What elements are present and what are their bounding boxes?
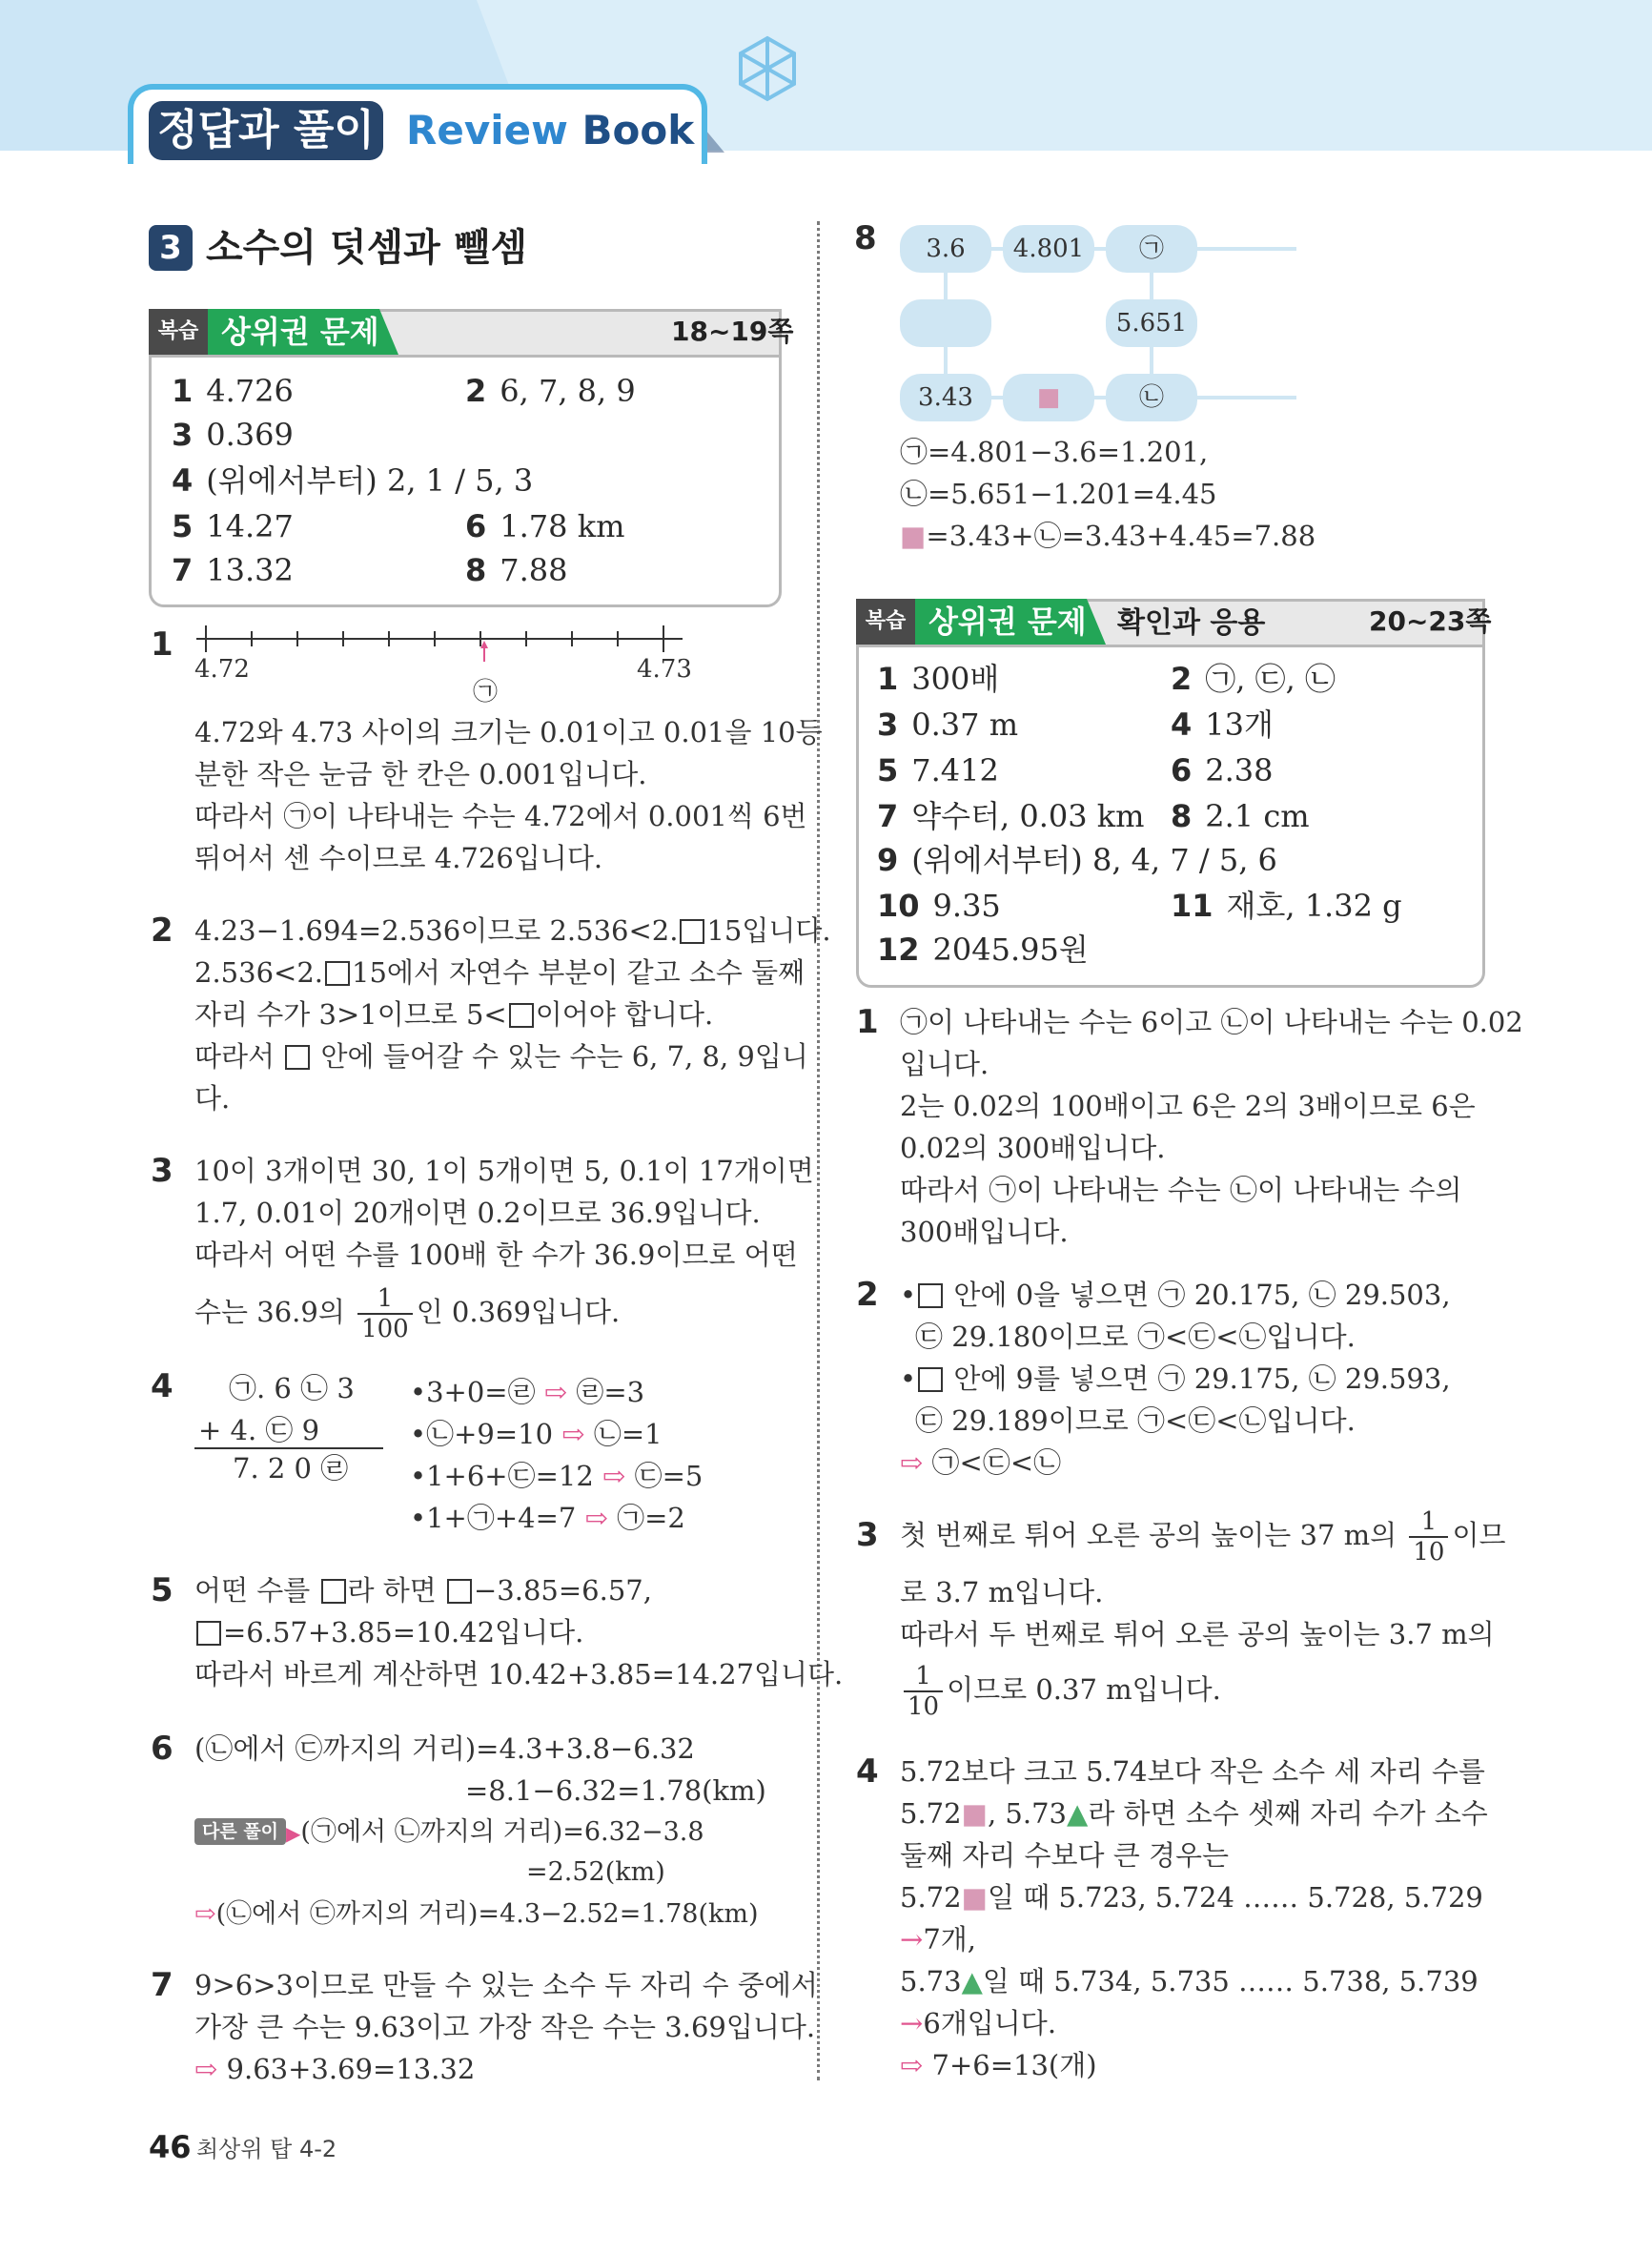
arrow-icon: ⇨ [543, 1376, 568, 1408]
vertical-calc-row: ㉠. 6 ㉡ 3 [229, 1372, 355, 1404]
review-solution-2-line: ⇨ ㉠<㉢<㉡ [900, 1446, 1062, 1479]
diagram-node-b: 4.801 [1003, 225, 1094, 273]
fraction: $\frac{1}{100}$ [357, 1284, 413, 1343]
review-solution-4-number: 4 [856, 1752, 879, 1791]
solution-8-number: 8 [854, 219, 877, 257]
solution-1-line: 뛰어서 센 수이므로 4.726입니다. [194, 842, 603, 874]
solution-3-line: 수는 36.9의 $\frac{1}{100}$ 인 0.369입니다. [194, 1284, 621, 1343]
blank-box-icon [918, 1367, 943, 1392]
solution-5-line: 따라서 바르게 계산하면 10.42+3.85=14.27입니다. [194, 1658, 844, 1690]
blank-box-icon [680, 919, 704, 944]
review-solution-1-line: 2는 0.02의 100배이고 6은 2의 3배이므로 6은 [900, 1090, 1476, 1122]
blank-box-icon [509, 1003, 534, 1028]
box2-review-tag: 복습 [856, 599, 915, 645]
review-solution-1-line: 입니다. [900, 1048, 989, 1080]
review-solution-2-line: ㉢ 29.189이므로 ㉠<㉢<㉡입니다. [915, 1404, 1356, 1437]
box2-answer-10: 10 9.35 [877, 888, 1001, 924]
solution-2-line: 다. [194, 1082, 231, 1115]
diagram-node-f: ■ [1003, 374, 1094, 421]
solution-1-line: 분한 작은 눈금 한 칸은 0.001입니다. [194, 758, 647, 790]
review-solution-4-line: 둘째 자리 수보다 큰 경우는 [900, 1839, 1230, 1872]
review-solution-2-line: ㉢ 29.180이므로 ㉠<㉢<㉡입니다. [915, 1321, 1356, 1353]
box2-title-tag: 상위권 문제 [928, 604, 1087, 640]
solution-6-number: 6 [151, 1730, 173, 1768]
box1-answer-5: 5 14.27 [172, 508, 294, 544]
box1-answer-6: 6 1.78 km [465, 508, 625, 544]
solution-6-line: (㉡에서 ㉢까지의 거리)=4.3+3.8−6.32 [194, 1732, 695, 1765]
solution-6-line: =2.52(km) [526, 1857, 665, 1887]
other-solution-tag: 다른 풀이 [194, 1818, 286, 1845]
solution-2-line: 따라서 안에 들어갈 수 있는 수는 6, 7, 8, 9입니 [194, 1040, 808, 1073]
header-subtitle-book: Book [581, 107, 695, 154]
box2-answer-5: 5 7.412 [877, 752, 999, 789]
right-arrow-icon: → [900, 2007, 924, 2039]
box1-title-tag: 상위권 문제 [221, 314, 379, 350]
solution-5-number: 5 [151, 1571, 173, 1609]
blank-box-icon [447, 1579, 472, 1604]
box2-answer-7: 7 약수터, 0.03 km [877, 798, 1145, 834]
box2-answer-8: 8 2.1 cm [1171, 798, 1310, 834]
diagram-node-a: 3.6 [900, 225, 991, 273]
numberline-marker: ㉠ [473, 678, 499, 707]
review-solution-3-line: 첫 번째로 튀어 오른 공의 높이는 37 m의 $\frac{1}{10}$ 이므 [900, 1507, 1506, 1567]
solution-7-line: ⇨ 9.63+3.69=13.32 [194, 2053, 476, 2085]
review-solution-1-line: 따라서 ㉠이 나타내는 수는 ㉡이 나타내는 수의 [900, 1174, 1462, 1206]
numberline-left-label: 4.72 [194, 655, 250, 684]
arrow-icon: ⇨ [900, 1446, 924, 1479]
solution-1-line: 따라서 ㉠이 나타내는 수는 4.72에서 0.001씩 6번 [194, 800, 807, 832]
box2-answer-12: 12 2045.95원 [877, 932, 1089, 968]
solution-8-line: ■=3.43+㉡=3.43+4.45=7.88 [900, 520, 1316, 552]
solution-7-line: 9>6>3이므로 만들 수 있는 소수 두 자리 수 중에서 [194, 1969, 818, 2001]
arrow-icon: ⇨ [584, 1502, 608, 1534]
solution-4-step: •3+0=㉣ ⇨ ㉣=3 [410, 1376, 645, 1408]
numberline-right-label: 4.73 [637, 655, 692, 684]
review-solution-1-line: 0.02의 300배입니다. [900, 1132, 1166, 1164]
box2-answer-11: 11 재호, 1.32 g [1171, 888, 1402, 924]
box2-answer-6: 6 2.38 [1171, 752, 1274, 789]
arrow-icon: ⇨ [561, 1418, 585, 1450]
solution-7-number: 7 [151, 1966, 173, 2004]
box2-subtitle: 확인과 응용 [1117, 606, 1266, 640]
review-solution-2-line: • 안에 0을 넣으면 ㉠ 20.175, ㉡ 29.503, [900, 1279, 1451, 1311]
solution-3-line: 따라서 어떤 수를 100배 한 수가 36.9이므로 어떤 [194, 1239, 798, 1271]
diagram-node-g: ㉡ [1106, 374, 1197, 421]
review-solution-1-number: 1 [856, 1003, 879, 1041]
review-solution-4-line: 5.72■, 5.73▲라 하면 소수 셋째 자리 수가 소수 [900, 1797, 1488, 1830]
vertical-calc-row: + 4. ㉢ 9 [198, 1414, 320, 1446]
review-solution-4-line: 5.72■일 때 5.723, 5.724 …… 5.728, 5.729 [900, 1881, 1483, 1914]
header-label: 정답과 풀이 [149, 101, 383, 160]
solution-8-line: ㉠=4.801−3.6=1.201, [900, 436, 1209, 468]
diagram-node-h [900, 299, 991, 347]
arrow-icon: ⇨ [194, 1899, 216, 1929]
square-icon: ■ [961, 1797, 988, 1830]
review-solution-3-number: 3 [856, 1516, 879, 1554]
solution-4-step: •1+㉠+4=7 ⇨ ㉠=2 [410, 1502, 685, 1534]
right-arrow-icon: → [900, 1923, 924, 1956]
diagram-node-c: ㉠ [1106, 225, 1197, 273]
solution-3-number: 3 [151, 1152, 173, 1190]
diagram-node-d: 5.651 [1106, 299, 1197, 347]
vertical-calc-row: 7. 2 0 ㉣ [233, 1452, 349, 1485]
blank-box-icon [321, 1579, 346, 1604]
solution-5-line: =6.57+3.85=10.42입니다. [194, 1613, 583, 1651]
number-line [187, 620, 702, 706]
diagram-node-e: 3.43 [900, 374, 991, 421]
box1-answer-7: 7 13.32 [172, 552, 294, 588]
box2-answer-2: 2 ㉠, ㉢, ㉡ [1171, 661, 1336, 697]
section-title: 소수의 덧셈과 뺄셈 [206, 226, 527, 270]
triangle-icon: ▲ [961, 1965, 983, 1997]
box1-answer-4: 4 (위에서부터) 2, 1 / 5, 3 [172, 462, 534, 499]
solution-4-step: •1+6+㉢=12 ⇨ ㉢=5 [410, 1460, 704, 1492]
solution-6-line: ⇨(㉡에서 ㉢까지의 거리)=4.3−2.52=1.78(km) [194, 1899, 759, 1929]
box2-answer-9: 9 (위에서부터) 8, 4, 7 / 5, 6 [877, 842, 1277, 878]
box1-pages: 18~19쪽 [671, 316, 794, 347]
review-solution-2-number: 2 [856, 1276, 879, 1314]
review-solution-4-line: →6개입니다. [900, 2007, 1057, 2039]
arrow-icon: ⇨ [900, 2049, 924, 2081]
review-solution-4-line: 5.73▲일 때 5.734, 5.735 …… 5.738, 5.739 [900, 1965, 1479, 1997]
solution-2-number: 2 [151, 911, 173, 950]
review-solution-2-line: • 안에 9를 넣으면 ㉠ 29.175, ㉡ 29.593, [900, 1362, 1451, 1395]
solution-6-line: 다른 풀이 ▶(㉠에서 ㉡까지의 거리)=6.32−3.8 [194, 1813, 704, 1853]
triangle-icon: ▲ [1067, 1797, 1089, 1830]
fraction: $\frac{1}{10}$ [904, 1662, 943, 1721]
box1-answer-1: 1 4.726 [172, 373, 294, 409]
solution-3-line: 10이 3개이면 30, 1이 5개이면 5, 0.1이 17개이면 [194, 1155, 814, 1187]
solution-2-line: 자리 수가 3>1이므로 5< 이어야 합니다. [194, 998, 714, 1031]
section-number: 3 [149, 225, 193, 271]
solution-1-number: 1 [151, 625, 173, 664]
page-number: 46 [149, 2129, 192, 2165]
box2-answer-3: 3 0.37 m [877, 707, 1019, 743]
review-solution-1-line: ㉠이 나타내는 수는 6이고 ㉡이 나타내는 수는 0.02 [900, 1006, 1523, 1038]
header-subtitle [406, 105, 694, 156]
solution-4-step: •㉡+9=10 ⇨ ㉡=1 [410, 1418, 663, 1450]
fraction: $\frac{1}{10}$ [1409, 1507, 1448, 1567]
header-subtitle-review: Review [406, 107, 582, 154]
box2-answer-1: 1 300배 [877, 661, 1000, 697]
blank-box-icon [285, 1045, 310, 1070]
review-solution-3-line: 로 3.7 m입니다. [900, 1576, 1104, 1608]
square-icon: ■ [961, 1881, 988, 1914]
solution-5-line: 어떤 수를 라 하면 −3.85=6.57, [194, 1574, 652, 1607]
blank-box-icon [325, 961, 350, 986]
box1-answer-2: 2 6, 7, 8, 9 [465, 373, 636, 409]
box1-review-tag: 복습 [149, 309, 208, 355]
solution-4-number: 4 [151, 1367, 173, 1405]
solution-8-line: ㉡=5.651−1.201=4.45 [900, 478, 1217, 510]
solution-1-line: 4.72와 4.73 사이의 크기는 0.01이고 0.01을 10등 [194, 716, 823, 748]
box2-pages: 20~23쪽 [1369, 605, 1492, 637]
review-solution-3-line: $\frac{1}{10}$ 이므로 0.37 m입니다. [900, 1659, 1221, 1721]
play-icon: ▶ [286, 1822, 301, 1845]
box1-answer-8: 8 7.88 [465, 552, 568, 588]
box1-answer-3: 3 0.369 [172, 417, 294, 453]
blank-box-icon [196, 1621, 221, 1646]
footer-book-title: 최상위 탑 4-2 [196, 2136, 337, 2162]
solution-7-line: 가장 큰 수는 9.63이고 가장 작은 수는 3.69입니다. [194, 2011, 816, 2043]
review-solution-4-line: ⇨ 7+6=13(개) [900, 2049, 1097, 2081]
review-solution-4-line: 5.72보다 크고 5.74보다 작은 소수 세 자리 수를 [900, 1755, 1485, 1788]
arrow-icon: ⇨ [194, 2053, 218, 2085]
solution-3-line: 1.7, 0.01이 20개이면 0.2이므로 36.9입니다. [194, 1197, 761, 1229]
solution-6-line: =8.1−6.32=1.78(km) [465, 1774, 766, 1807]
review-solution-3-line: 따라서 두 번째로 튀어 오른 공의 높이는 3.7 m의 [900, 1618, 1495, 1650]
column-divider [817, 221, 820, 2080]
review-solution-4-line: →7개, [900, 1923, 976, 1956]
box2-answer-4: 4 13개 [1171, 707, 1274, 743]
blank-box-icon [918, 1283, 943, 1308]
solution-2-line: 4.23−1.694=2.536이므로 2.536<2. 15입니다. [194, 914, 831, 947]
solution-2-line: 2.536<2. 15에서 자연수 부분이 같고 소수 둘째 [194, 956, 806, 989]
review-solution-1-line: 300배입니다. [900, 1216, 1069, 1248]
arrow-icon: ⇨ [602, 1460, 626, 1492]
